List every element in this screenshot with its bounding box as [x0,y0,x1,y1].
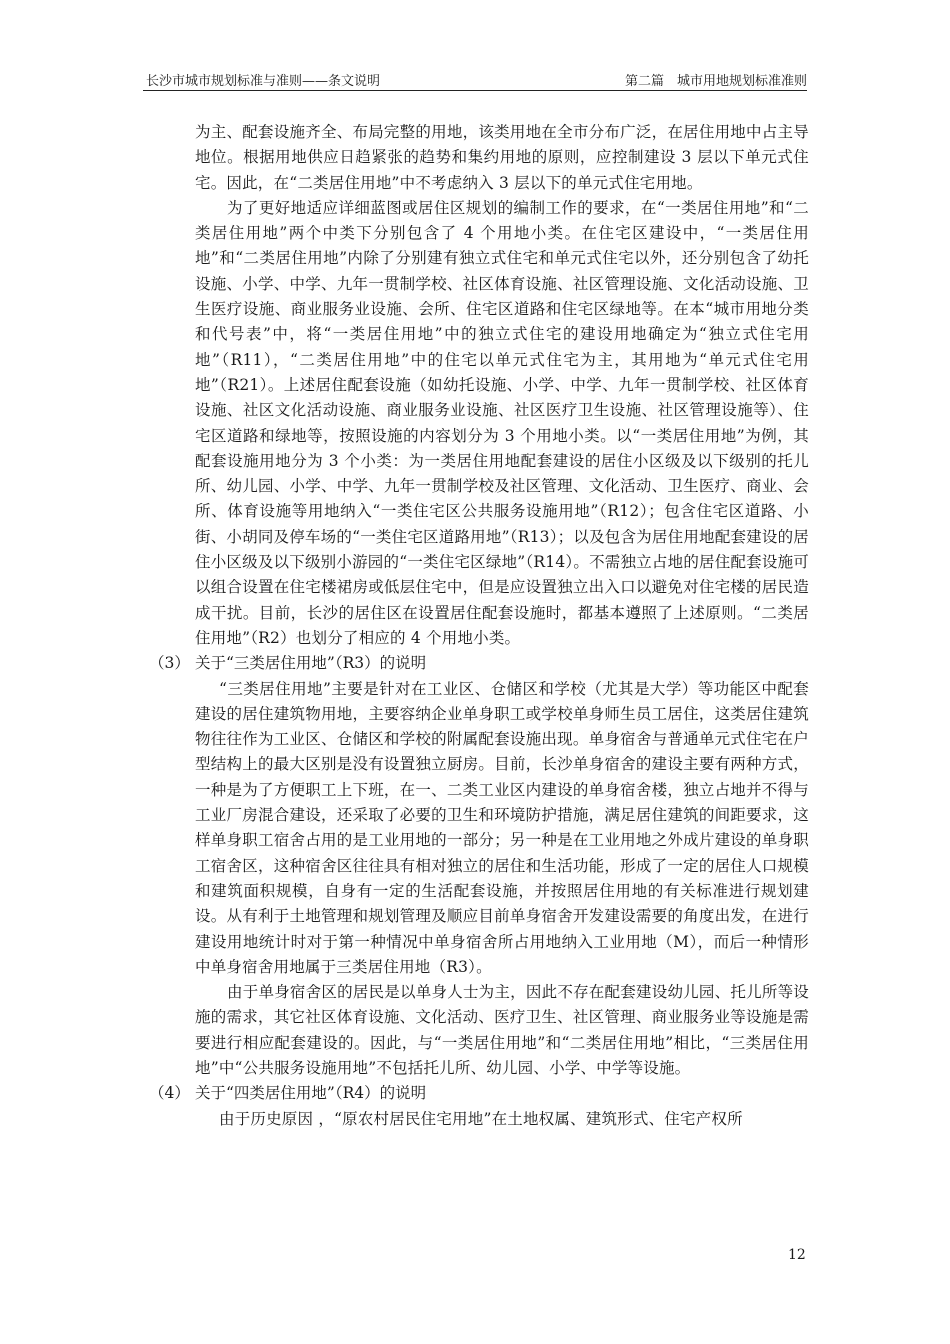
section-number-3: （3） [149,654,190,673]
section-heading-r3 [149,651,809,676]
paragraph-subcategories: 为了更好地适应详细蓝图或居住区规划的编制工作的要求，在“一类居住用地”和“二类居住用地”两个中类下分别包含了 4 个用地小类。在住宅区建设中，“一类居住用地”和“二类居住用地”内除了分别建有独立式住宅和单元式住宅以外，还分别包含了幼托设施、小学、中学、九年一贯制学校、社区体育设施、社区管理设施、文化活动设施、卫生医疗设施、商业服务业设施、会所、住宅区道路和住宅区绿地等。在本“城市用地分类和代号表”中，将“一类居住用地”中的独立式住宅的建设用地确定为“独立式住宅用地”（R11），“二类居住用地”中的住宅以单元式住宅为主，其用地为“单元式住宅用地”（R21）。上述居住配套设施（如幼托设施、小学、中学、九年一贯制学校、社区体育设施、社区文化活动设施、商业服务业设施、社区医疗卫生设施、社区管理设施等）、住宅区道路和绿地等，按照设施的内容划分为 3 个用地小类。以“一类居住用地”为例，其配套设施用地分为 3 个小类：为一类居住用地配套建设的居住小区级及以下级别的托儿所、幼儿园、小学、中学、九年一贯制学校及社区管理、文化活动、卫生医疗、商业、会所、体育设施等用地纳入“一类住宅区公共服务设施用地”（R12）；包含住宅区道路、小街、小胡同及停车场的“一类住宅区道路用地”（R13）；以及包含为居住用地配套建设的居住小区级及以下级别小游园的“一类住宅区绿地”（R14）。不需独立占地的居住配套设施可以组合设置在住宅楼裙房或低层住宅中，但是应设置独立出入口以避免对住宅楼的居民造成干扰。目前，长沙的居住区在设置居住配套设施时，都基本遵照了上述原则。“二类居住用地”（R2）也划分了相应的 4 个用地小类。 [195,198,809,647]
section-title-r3: 关于“三类居住用地”（R3）的说明 [195,654,427,673]
header-chapter-title: 第二篇 城市用地规划标准准则 [624,74,807,89]
section-heading-r4 [149,1081,809,1106]
paragraph-r4-start: 由于历史原因 ，“原农村居民住宅用地”在土地权属、建筑形式、住宅产权所 [219,1109,743,1128]
page-number: 12 [788,1247,806,1263]
paragraph-continuation: 为主、配套设施齐全、布局完整的用地，该类用地在全市分布广泛，在居住用地中占主导地位。根据用地供应日趋紧张的趋势和集约用地的原则，应控制建设 3 层以下单元式住宅。因此，在“二类居住用地”中不考虑纳入 3 层以下的单元式住宅用地。 [195,123,809,192]
page-header [143,68,807,91]
page-body [149,120,809,1132]
header-document-title: 长沙市城市规划标准与准则——条文说明 [146,74,381,89]
paragraph-r3-facilities: 由于单身宿舍区的居民是以单身人士为主，因此不存在配套建设幼儿园、托儿所等设施的需求，其它社区体育设施、文化活动、医疗卫生、社区管理、商业服务业等设施是需要进行相应配套建设的。因此，与“一类居住用地”和“二类居住用地”相比，“三类居住用地”中“公共服务设施用地”不包括托儿所、幼儿园、小学、中学等设施。 [195,983,809,1077]
section-number-4: （4） [149,1084,190,1103]
paragraph-r3-definition: “三类居住用地”主要是针对在工业区、仓储区和学校（尤其是大学）等功能区中配套建设的居住建筑物用地，主要容纳企业单身职工或学校单身师生员工居住，这类居住建筑物往往作为工业区、仓储区和学校的附属配套设施出现。单身宿舍与普通单元式住宅在户型结构上的最大区别是没有设置独立厨房。目前，长沙单身宿舍的建设主要有两种方式，一种是为了方便职工上下班，在一、二类工业区内建设的单身宿舍楼，独立占地并不得与工业厂房混合建设，还采取了必要的卫生和环境防护措施，满足居住建筑的间距要求，这样单身职工宿舍占用的是工业用地的一部分；另一种是在工业用地之外成片建设的单身职工宿舍区，这种宿舍区往往具有相对独立的居住和生活功能，形成了一定的居住人口规模和建筑面积规模，自身有一定的生活配套设施，并按照居住用地的有关标准进行规划建设。从有利于土地管理和规划管理及顺应目前单身宿舍开发建设需要的角度出发，在进行建设用地统计时对于第一种情况中单身宿舍所占用地纳入工业用地（M），而后一种情形中单身宿舍用地属于三类居住用地（R3）。 [195,679,809,976]
section-title-r4: 关于“四类居住用地”（R4）的说明 [195,1084,427,1103]
